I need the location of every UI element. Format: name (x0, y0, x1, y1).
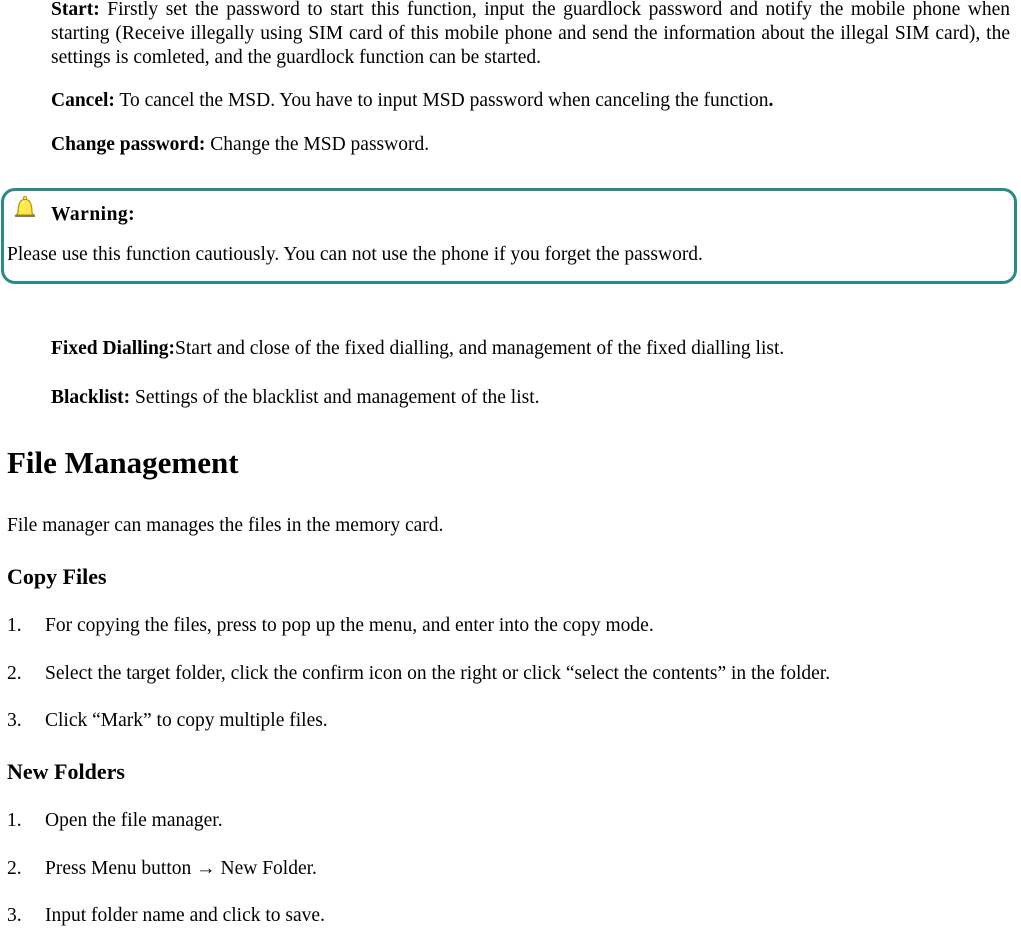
list-item-text: Press Menu button → New Folder. (45, 858, 317, 879)
msd-change-password-text: Change the MSD password. (205, 134, 430, 155)
blacklist-paragraph (51, 386, 1010, 410)
blacklist-text: Settings of the blacklist and management of the list. (130, 387, 540, 408)
msd-cancel-text: To cancel the MSD. You have to input MSD password when canceling the function (114, 90, 769, 111)
list-item-number: 1. (7, 810, 22, 831)
msd-start-text: Firstly set the password to start this function, input the guardlock password and notify the mobile phone when starting (Receive illegally using SIM card of this mobile phone and send the information about the illegal SIM card), the settings is comleted, and the guardlock function can be started. (51, 0, 1010, 68)
msd-cancel-paragraph (51, 89, 1010, 113)
list-item-text: Input folder name and click to save. (45, 905, 325, 926)
msd-cancel-label: Cancel: (51, 90, 115, 111)
list-item (7, 614, 654, 638)
new-folders-heading: New Folders (7, 759, 125, 784)
warning-box (1, 188, 1017, 284)
list-item-text: Select the target folder, click the confirm icon on the right or click “select the contents” in the folder. (45, 663, 831, 684)
list-item-number: 1. (7, 615, 22, 636)
list-item (7, 662, 830, 686)
msd-cancel-end: . (768, 90, 774, 111)
blacklist-label: Blacklist: (51, 387, 131, 408)
msd-change-password-paragraph (51, 133, 1010, 157)
msd-start-paragraph (51, 0, 1010, 70)
bell-icon (12, 195, 38, 219)
copy-files-heading: Copy Files (7, 564, 107, 589)
list-item (7, 904, 325, 928)
list-item (7, 709, 328, 733)
warning-text: Please use this function cautiously. You can not use the phone if you forget the password. (7, 244, 703, 265)
msd-change-password-label: Change password: (51, 134, 206, 155)
file-management-intro: File manager can manages the files in the memory card. (7, 515, 444, 536)
fixed-dialling-text: Start and close of the fixed dialling, and management of the fixed dialling list. (175, 338, 785, 359)
list-item-text: Open the file manager. (45, 810, 223, 831)
fixed-dialling-paragraph (51, 337, 1010, 361)
file-management-heading: File Management (7, 445, 239, 480)
fixed-dialling-label: Fixed Dialling: (51, 338, 176, 359)
list-item-text: For copying the files, press to pop up the menu, and enter into the copy mode. (45, 615, 654, 636)
list-item-number: 2. (7, 858, 22, 879)
list-item-number: 3. (7, 710, 22, 731)
list-item-number: 3. (7, 905, 22, 926)
list-item-text: Click “Mark” to copy multiple files. (45, 710, 328, 731)
list-item-number: 2. (7, 663, 22, 684)
list-item (7, 809, 223, 833)
list-item (7, 857, 317, 881)
warning-title: Warning: (51, 204, 136, 225)
msd-start-label: Start: (51, 0, 100, 20)
